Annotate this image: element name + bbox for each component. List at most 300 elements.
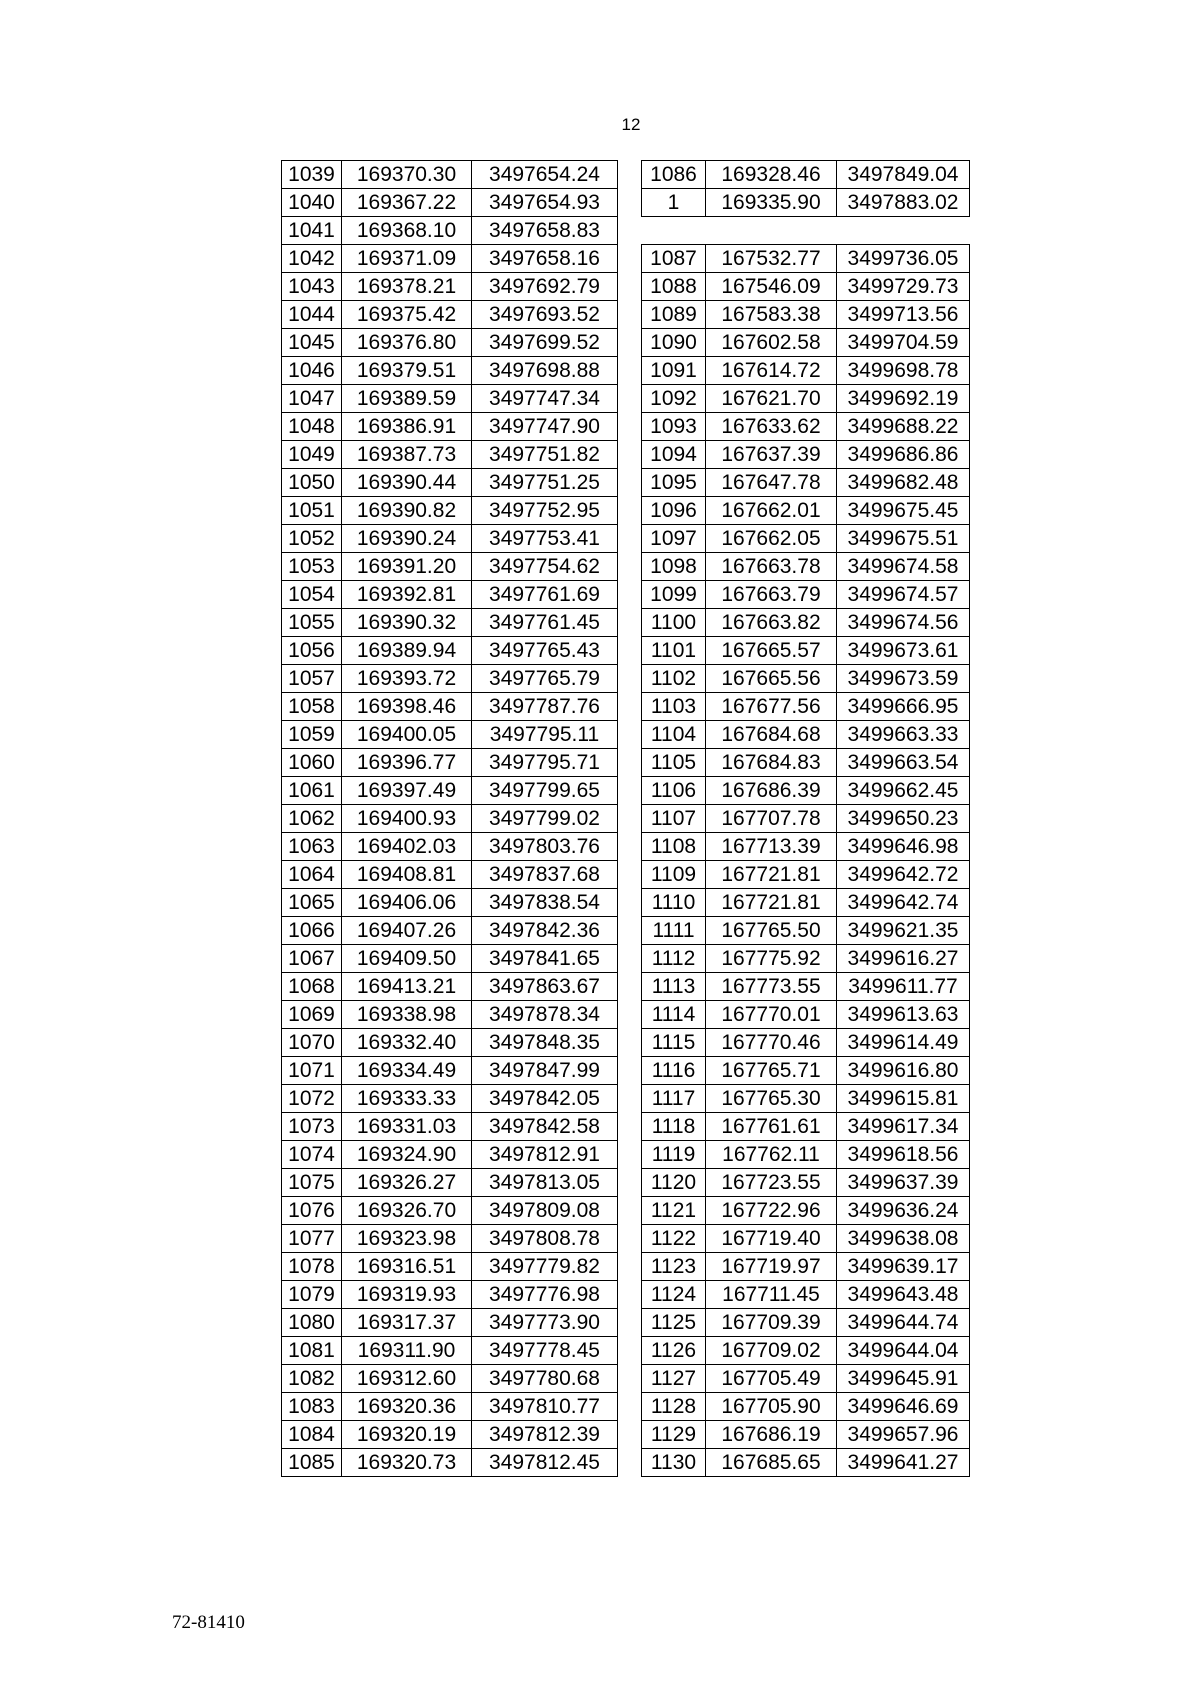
point-number-cell: 1063 (282, 833, 342, 861)
table-row (642, 189, 970, 217)
table-row (642, 553, 970, 581)
table-row (282, 1085, 618, 1113)
point-number-cell: 1081 (282, 1337, 342, 1365)
table-row (642, 1393, 970, 1421)
x-coordinate-cell: 167663.78 (706, 553, 837, 581)
x-coordinate-cell: 169390.32 (342, 609, 472, 637)
y-coordinate-cell: 3499692.19 (837, 385, 970, 413)
table-row (642, 917, 970, 945)
x-coordinate-cell: 167647.78 (706, 469, 837, 497)
y-coordinate-cell: 3499675.51 (837, 525, 970, 553)
x-coordinate-cell: 169390.24 (342, 525, 472, 553)
table-row (642, 1281, 970, 1309)
y-coordinate-cell: 3499617.34 (837, 1113, 970, 1141)
table-row (642, 637, 970, 665)
x-coordinate-cell: 169398.46 (342, 693, 472, 721)
point-number-cell: 1120 (642, 1169, 706, 1197)
x-coordinate-cell: 169320.36 (342, 1393, 472, 1421)
x-coordinate-cell: 167705.90 (706, 1393, 837, 1421)
point-number-cell: 1130 (642, 1449, 706, 1477)
table-row (642, 245, 970, 273)
x-coordinate-cell: 169413.21 (342, 973, 472, 1001)
x-coordinate-cell: 169400.05 (342, 721, 472, 749)
point-number-cell: 1070 (282, 1029, 342, 1057)
point-number-cell: 1043 (282, 273, 342, 301)
table-row (282, 497, 618, 525)
table-row (642, 581, 970, 609)
y-coordinate-cell: 3497799.02 (472, 805, 618, 833)
y-coordinate-cell: 3497842.36 (472, 917, 618, 945)
point-number-cell: 1058 (282, 693, 342, 721)
table-row (642, 833, 970, 861)
point-number-cell: 1046 (282, 357, 342, 385)
y-coordinate-cell: 3499662.45 (837, 777, 970, 805)
point-number-cell: 1045 (282, 329, 342, 357)
x-coordinate-cell: 167723.55 (706, 1169, 837, 1197)
x-coordinate-cell: 167765.50 (706, 917, 837, 945)
coordinates-table-right-top (641, 160, 970, 217)
x-coordinate-cell: 167775.92 (706, 945, 837, 973)
y-coordinate-cell: 3499674.56 (837, 609, 970, 637)
x-coordinate-cell: 167684.83 (706, 749, 837, 777)
table-row (642, 329, 970, 357)
y-coordinate-cell: 3497693.52 (472, 301, 618, 329)
x-coordinate-cell: 167765.30 (706, 1085, 837, 1113)
table-row (282, 1449, 618, 1477)
point-number-cell: 1093 (642, 413, 706, 441)
point-number-cell: 1052 (282, 525, 342, 553)
table-row (642, 1197, 970, 1225)
y-coordinate-cell: 3499663.33 (837, 721, 970, 749)
point-number-cell: 1076 (282, 1197, 342, 1225)
y-coordinate-cell: 3499674.58 (837, 553, 970, 581)
table-row (282, 1225, 618, 1253)
point-number-cell: 1119 (642, 1141, 706, 1169)
y-coordinate-cell: 3499736.05 (837, 245, 970, 273)
table-row (282, 1029, 618, 1057)
y-coordinate-cell: 3497658.16 (472, 245, 618, 273)
x-coordinate-cell: 167662.05 (706, 525, 837, 553)
x-coordinate-cell: 167686.19 (706, 1421, 837, 1449)
table-row (282, 1001, 618, 1029)
x-coordinate-cell: 169407.26 (342, 917, 472, 945)
y-coordinate-cell: 3497773.90 (472, 1309, 618, 1337)
x-coordinate-cell: 169389.59 (342, 385, 472, 413)
y-coordinate-cell: 3497751.82 (472, 441, 618, 469)
table-row (282, 581, 618, 609)
table-row (642, 1113, 970, 1141)
y-coordinate-cell: 3497787.76 (472, 693, 618, 721)
y-coordinate-cell: 3497747.34 (472, 385, 618, 413)
table-row (642, 1085, 970, 1113)
y-coordinate-cell: 3499644.74 (837, 1309, 970, 1337)
point-number-cell: 1055 (282, 609, 342, 637)
x-coordinate-cell: 169311.90 (342, 1337, 472, 1365)
x-coordinate-cell: 169324.90 (342, 1141, 472, 1169)
table-row (282, 189, 618, 217)
y-coordinate-cell: 3497883.02 (837, 189, 970, 217)
x-coordinate-cell: 167614.72 (706, 357, 837, 385)
table-row (642, 1337, 970, 1365)
x-coordinate-cell: 167770.01 (706, 1001, 837, 1029)
table-row (282, 525, 618, 553)
point-number-cell: 1080 (282, 1309, 342, 1337)
point-number-cell: 1112 (642, 945, 706, 973)
table-row (282, 301, 618, 329)
table-row (282, 833, 618, 861)
y-coordinate-cell: 3499643.48 (837, 1281, 970, 1309)
point-number-cell: 1071 (282, 1057, 342, 1085)
x-coordinate-cell: 169390.82 (342, 497, 472, 525)
table-row (642, 889, 970, 917)
point-number-cell: 1113 (642, 973, 706, 1001)
y-coordinate-cell: 3497799.65 (472, 777, 618, 805)
point-number-cell: 1075 (282, 1169, 342, 1197)
table-row (642, 609, 970, 637)
y-coordinate-cell: 3497837.68 (472, 861, 618, 889)
point-number-cell: 1 (642, 189, 706, 217)
table-row (282, 693, 618, 721)
y-coordinate-cell: 3497699.52 (472, 329, 618, 357)
table-row (282, 273, 618, 301)
table-row (642, 945, 970, 973)
x-coordinate-cell: 167765.71 (706, 1057, 837, 1085)
x-coordinate-cell: 167665.57 (706, 637, 837, 665)
y-coordinate-cell: 3497761.45 (472, 609, 618, 637)
y-coordinate-cell: 3499698.78 (837, 357, 970, 385)
point-number-cell: 1067 (282, 945, 342, 973)
y-coordinate-cell: 3497658.83 (472, 217, 618, 245)
y-coordinate-cell: 3499646.69 (837, 1393, 970, 1421)
point-number-cell: 1087 (642, 245, 706, 273)
table-row (282, 721, 618, 749)
point-number-cell: 1096 (642, 497, 706, 525)
y-coordinate-cell: 3497838.54 (472, 889, 618, 917)
point-number-cell: 1095 (642, 469, 706, 497)
x-coordinate-cell: 169402.03 (342, 833, 472, 861)
x-coordinate-cell: 169335.90 (706, 189, 837, 217)
x-coordinate-cell: 169326.27 (342, 1169, 472, 1197)
table-row (642, 469, 970, 497)
table-row (642, 161, 970, 189)
point-number-cell: 1049 (282, 441, 342, 469)
point-number-cell: 1074 (282, 1141, 342, 1169)
y-coordinate-cell: 3499641.27 (837, 1449, 970, 1477)
x-coordinate-cell: 167532.77 (706, 245, 837, 273)
x-coordinate-cell: 167721.81 (706, 889, 837, 917)
point-number-cell: 1125 (642, 1309, 706, 1337)
table-row (642, 777, 970, 805)
x-coordinate-cell: 169320.73 (342, 1449, 472, 1477)
y-coordinate-cell: 3497849.04 (837, 161, 970, 189)
x-coordinate-cell: 169367.22 (342, 189, 472, 217)
table-row (282, 441, 618, 469)
x-coordinate-cell: 167713.39 (706, 833, 837, 861)
point-number-cell: 1072 (282, 1085, 342, 1113)
point-number-cell: 1103 (642, 693, 706, 721)
y-coordinate-cell: 3499673.61 (837, 637, 970, 665)
table-row (642, 1169, 970, 1197)
table-row (282, 861, 618, 889)
table-row (282, 413, 618, 441)
y-coordinate-cell: 3499713.56 (837, 301, 970, 329)
table-row (282, 357, 618, 385)
x-coordinate-cell: 169376.80 (342, 329, 472, 357)
point-number-cell: 1068 (282, 973, 342, 1001)
y-coordinate-cell: 3497654.24 (472, 161, 618, 189)
x-coordinate-cell: 169331.03 (342, 1113, 472, 1141)
point-number-cell: 1066 (282, 917, 342, 945)
x-coordinate-cell: 169397.49 (342, 777, 472, 805)
table-row (282, 553, 618, 581)
point-number-cell: 1101 (642, 637, 706, 665)
point-number-cell: 1056 (282, 637, 342, 665)
point-number-cell: 1042 (282, 245, 342, 273)
x-coordinate-cell: 169332.40 (342, 1029, 472, 1057)
x-coordinate-cell: 169312.60 (342, 1365, 472, 1393)
point-number-cell: 1094 (642, 441, 706, 469)
point-number-cell: 1065 (282, 889, 342, 917)
table-row (282, 1393, 618, 1421)
x-coordinate-cell: 167721.81 (706, 861, 837, 889)
point-number-cell: 1129 (642, 1421, 706, 1449)
y-coordinate-cell: 3499638.08 (837, 1225, 970, 1253)
x-coordinate-cell: 169409.50 (342, 945, 472, 973)
point-number-cell: 1079 (282, 1281, 342, 1309)
point-number-cell: 1044 (282, 301, 342, 329)
x-coordinate-cell: 169400.93 (342, 805, 472, 833)
point-number-cell: 1039 (282, 161, 342, 189)
point-number-cell: 1060 (282, 749, 342, 777)
point-number-cell: 1115 (642, 1029, 706, 1057)
y-coordinate-cell: 3497765.43 (472, 637, 618, 665)
point-number-cell: 1107 (642, 805, 706, 833)
x-coordinate-cell: 167705.49 (706, 1365, 837, 1393)
point-number-cell: 1048 (282, 413, 342, 441)
table-row (642, 385, 970, 413)
table-row (642, 1057, 970, 1085)
x-coordinate-cell: 169390.44 (342, 469, 472, 497)
y-coordinate-cell: 3499616.80 (837, 1057, 970, 1085)
point-number-cell: 1054 (282, 581, 342, 609)
table-row (282, 385, 618, 413)
y-coordinate-cell: 3499729.73 (837, 273, 970, 301)
x-coordinate-cell: 167621.70 (706, 385, 837, 413)
table-row (642, 413, 970, 441)
x-coordinate-cell: 169368.10 (342, 217, 472, 245)
table-row (282, 637, 618, 665)
y-coordinate-cell: 3499615.81 (837, 1085, 970, 1113)
point-number-cell: 1109 (642, 861, 706, 889)
x-coordinate-cell: 169378.21 (342, 273, 472, 301)
point-number-cell: 1088 (642, 273, 706, 301)
y-coordinate-cell: 3497795.71 (472, 749, 618, 777)
x-coordinate-cell: 169396.77 (342, 749, 472, 777)
x-coordinate-cell: 169393.72 (342, 665, 472, 693)
table-row (282, 777, 618, 805)
x-coordinate-cell: 169323.98 (342, 1225, 472, 1253)
point-number-cell: 1097 (642, 525, 706, 553)
x-coordinate-cell: 169392.81 (342, 581, 472, 609)
x-coordinate-cell: 167719.40 (706, 1225, 837, 1253)
x-coordinate-cell: 169328.46 (706, 161, 837, 189)
table-row (642, 973, 970, 1001)
y-coordinate-cell: 3497848.35 (472, 1029, 618, 1057)
y-coordinate-cell: 3499663.54 (837, 749, 970, 777)
x-coordinate-cell: 167709.02 (706, 1337, 837, 1365)
y-coordinate-cell: 3499682.48 (837, 469, 970, 497)
table-row (282, 1169, 618, 1197)
table-row (642, 861, 970, 889)
x-coordinate-cell: 169316.51 (342, 1253, 472, 1281)
y-coordinate-cell: 3497863.67 (472, 973, 618, 1001)
point-number-cell: 1114 (642, 1001, 706, 1029)
x-coordinate-cell: 169319.93 (342, 1281, 472, 1309)
y-coordinate-cell: 3499642.72 (837, 861, 970, 889)
x-coordinate-cell: 169334.49 (342, 1057, 472, 1085)
x-coordinate-cell: 169379.51 (342, 357, 472, 385)
point-number-cell: 1123 (642, 1253, 706, 1281)
y-coordinate-cell: 3497751.25 (472, 469, 618, 497)
x-coordinate-cell: 167711.45 (706, 1281, 837, 1309)
point-number-cell: 1050 (282, 469, 342, 497)
y-coordinate-cell: 3499611.77 (837, 973, 970, 1001)
table-row (642, 525, 970, 553)
point-number-cell: 1053 (282, 553, 342, 581)
table-row (642, 273, 970, 301)
table-row (642, 1141, 970, 1169)
table-row (642, 749, 970, 777)
x-coordinate-cell: 167546.09 (706, 273, 837, 301)
y-coordinate-cell: 3497765.79 (472, 665, 618, 693)
table-row (642, 1225, 970, 1253)
y-coordinate-cell: 3497778.45 (472, 1337, 618, 1365)
x-coordinate-cell: 169338.98 (342, 1001, 472, 1029)
point-number-cell: 1108 (642, 833, 706, 861)
table-row (282, 973, 618, 1001)
point-number-cell: 1117 (642, 1085, 706, 1113)
table-row (282, 245, 618, 273)
table-row (282, 1337, 618, 1365)
y-coordinate-cell: 3499666.95 (837, 693, 970, 721)
x-coordinate-cell: 169389.94 (342, 637, 472, 665)
point-number-cell: 1091 (642, 357, 706, 385)
x-coordinate-cell: 169326.70 (342, 1197, 472, 1225)
table-row (642, 1253, 970, 1281)
y-coordinate-cell: 3499613.63 (837, 1001, 970, 1029)
x-coordinate-cell: 169391.20 (342, 553, 472, 581)
table-row (282, 1421, 618, 1449)
x-coordinate-cell: 167663.82 (706, 609, 837, 637)
y-coordinate-cell: 3497847.99 (472, 1057, 618, 1085)
y-coordinate-cell: 3499657.96 (837, 1421, 970, 1449)
y-coordinate-cell: 3499704.59 (837, 329, 970, 357)
point-number-cell: 1098 (642, 553, 706, 581)
y-coordinate-cell: 3497803.76 (472, 833, 618, 861)
y-coordinate-cell: 3497809.08 (472, 1197, 618, 1225)
point-number-cell: 1057 (282, 665, 342, 693)
x-coordinate-cell: 169406.06 (342, 889, 472, 917)
table-row (282, 665, 618, 693)
x-coordinate-cell: 167633.62 (706, 413, 837, 441)
point-number-cell: 1127 (642, 1365, 706, 1393)
table-row (642, 1365, 970, 1393)
y-coordinate-cell: 3497753.41 (472, 525, 618, 553)
x-coordinate-cell: 167686.39 (706, 777, 837, 805)
x-coordinate-cell: 167719.97 (706, 1253, 837, 1281)
point-number-cell: 1051 (282, 497, 342, 525)
y-coordinate-cell: 3499686.86 (837, 441, 970, 469)
table-row (282, 1113, 618, 1141)
point-number-cell: 1116 (642, 1057, 706, 1085)
point-number-cell: 1128 (642, 1393, 706, 1421)
y-coordinate-cell: 3497810.77 (472, 1393, 618, 1421)
y-coordinate-cell: 3499637.39 (837, 1169, 970, 1197)
y-coordinate-cell: 3497878.34 (472, 1001, 618, 1029)
y-coordinate-cell: 3499621.35 (837, 917, 970, 945)
document-code: 72-81410 (172, 1612, 245, 1633)
x-coordinate-cell: 167665.56 (706, 665, 837, 693)
table-row (282, 749, 618, 777)
point-number-cell: 1122 (642, 1225, 706, 1253)
y-coordinate-cell: 3497812.45 (472, 1449, 618, 1477)
y-coordinate-cell: 3499646.98 (837, 833, 970, 861)
point-number-cell: 1121 (642, 1197, 706, 1225)
point-number-cell: 1085 (282, 1449, 342, 1477)
table-row (282, 217, 618, 245)
y-coordinate-cell: 3497812.39 (472, 1421, 618, 1449)
table-row (642, 693, 970, 721)
point-number-cell: 1073 (282, 1113, 342, 1141)
x-coordinate-cell: 167722.96 (706, 1197, 837, 1225)
y-coordinate-cell: 3499636.24 (837, 1197, 970, 1225)
point-number-cell: 1105 (642, 749, 706, 777)
table-row (282, 805, 618, 833)
y-coordinate-cell: 3497780.68 (472, 1365, 618, 1393)
point-number-cell: 1040 (282, 189, 342, 217)
point-number-cell: 1077 (282, 1225, 342, 1253)
x-coordinate-cell: 167685.65 (706, 1449, 837, 1477)
table-row (642, 1309, 970, 1337)
y-coordinate-cell: 3499618.56 (837, 1141, 970, 1169)
y-coordinate-cell: 3499650.23 (837, 805, 970, 833)
point-number-cell: 1090 (642, 329, 706, 357)
x-coordinate-cell: 167602.58 (706, 329, 837, 357)
y-coordinate-cell: 3499614.49 (837, 1029, 970, 1057)
x-coordinate-cell: 169371.09 (342, 245, 472, 273)
table-row (282, 609, 618, 637)
point-number-cell: 1069 (282, 1001, 342, 1029)
y-coordinate-cell: 3497813.05 (472, 1169, 618, 1197)
table-row (642, 301, 970, 329)
y-coordinate-cell: 3497776.98 (472, 1281, 618, 1309)
table-row (642, 665, 970, 693)
y-coordinate-cell: 3499673.59 (837, 665, 970, 693)
table-row (642, 1029, 970, 1057)
y-coordinate-cell: 3497761.69 (472, 581, 618, 609)
table-row (282, 889, 618, 917)
y-coordinate-cell: 3497754.62 (472, 553, 618, 581)
point-number-cell: 1082 (282, 1365, 342, 1393)
y-coordinate-cell: 3497779.82 (472, 1253, 618, 1281)
y-coordinate-cell: 3497841.65 (472, 945, 618, 973)
x-coordinate-cell: 167677.56 (706, 693, 837, 721)
table-row (282, 161, 618, 189)
x-coordinate-cell: 169387.73 (342, 441, 472, 469)
table-row (282, 1197, 618, 1225)
point-number-cell: 1106 (642, 777, 706, 805)
point-number-cell: 1061 (282, 777, 342, 805)
